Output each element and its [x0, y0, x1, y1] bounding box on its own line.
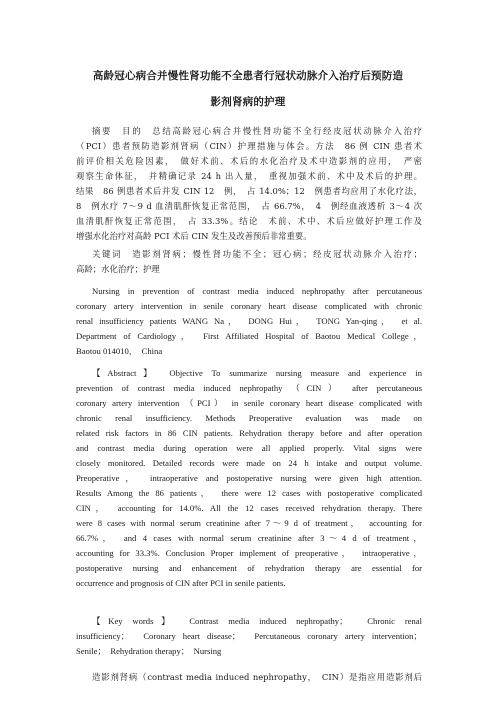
- abstract-cn-line: 观察生命体征， 并精确记录 24 h 出入量， 重视加强术前、术中及术后的护理。: [76, 171, 422, 181]
- english-title-line: renal insufficiency patients WANG Na， DONG Hui， TONG Yan-qing， et al.: [76, 316, 422, 326]
- keywords-cn-line: 高龄；水化治疗；护理: [76, 264, 160, 274]
- article-title-line-1: 高龄冠心病合并慢性肾功能不全患者行冠状动脉介入治疗后预防造: [92, 70, 404, 82]
- abstract-en-line: and contrast media during operation were all applied properly. Vital signs were: [76, 443, 422, 453]
- keywords-en-line: Senile； Rehydration therapy； Nursing: [76, 646, 222, 656]
- abstract-en-line: closely monitored. Detailed records were made on 24 h intake and output volume.: [76, 458, 422, 468]
- abstract-en-line: coronary artery intervention （PCI） in senile coronary heart disease complicated with: [76, 398, 422, 408]
- english-title-line: Baotou 014010， China: [76, 346, 163, 356]
- english-title-line: Nursing in prevention of contrast media induced nephropathy after percutaneous: [92, 286, 422, 296]
- abstract-english: [76, 366, 422, 591]
- abstract-cn-line: 摘要 目的 总结高龄冠心病合并慢性肾功能不全行经皮冠状动脉介入治疗: [92, 126, 422, 136]
- abstract-en-line: were 8 cases with normal serum creatinine after 7～9 d of treatment， accounting for: [76, 518, 422, 528]
- abstract-en-line: prevention of contrast media induced nephropathy （CIN） after percutaneous: [76, 383, 422, 393]
- keywords-en-line: 【Key words】 Contrast media induced nephropathy； Chronic renal: [92, 616, 422, 626]
- abstract-cn-line: 前评价相关危险因素， 做好术前、术后的水化治疗及术中造影剂的应用， 严密: [76, 156, 422, 166]
- abstract-cn-line: 增强水化治疗对高龄 PCI 术后 CIN 发生及改善预后非常重要。: [76, 231, 312, 241]
- abstract-chinese: [76, 124, 422, 244]
- abstract-cn-line: 血清肌酐恢复正常范围， 占 33.3%。结论 术前、术中、术后应做好护理工作及: [76, 216, 422, 226]
- body-line: 造影剂肾病（contrast media induced nephropathy， CIN）是指应用造影剂后: [92, 672, 422, 682]
- abstract-en-line: occurrence and prognosis of CIN after PCI in senile patients.: [76, 578, 286, 588]
- abstract-cn-line: 8 例水疗 7～9 d 血清肌酐恢复正常范围， 占 66.7%， 4 例经血液透析 3～4 次: [76, 201, 422, 211]
- abstract-en-line: chronic renal insufficiency. Methods Preoperative evaluation was made on: [76, 413, 422, 423]
- abstract-en-line: CIN， accounting for 14.0%. All the 12 cases received rehydration therapy. There: [76, 503, 422, 513]
- abstract-cn-line: 结果 86 例患者术后并发 CIN 12 例， 占 14.0%；12 例患者均应用了水化疗法，: [76, 186, 422, 196]
- abstract-en-line: Preoperative， intraoperative and postoperative nursing were given high attention.: [76, 473, 422, 483]
- abstract-cn-line: （PCI）患者预防造影剂肾病（CIN）护理措施与体会。方法 86 例 CIN 患者术: [76, 141, 422, 151]
- english-title-block: [76, 284, 422, 359]
- abstract-en-line: Results Among the 86 patients， there were 12 cases with postoperative complicated: [76, 488, 422, 498]
- abstract-en-line: related risk factors in 86 CIN patients. Rehydration therapy before and after operation: [76, 428, 422, 438]
- abstract-en-line: 【Abstract】 Objective To summarize nursing measure and experience in: [92, 368, 422, 378]
- english-title-line: Department of Cardiology， First Affiliated Hospital of Baotou Medical College，: [76, 331, 422, 341]
- english-title-line: coronary artery intervention in senile coronary heart disease complicated with chronic: [76, 301, 422, 311]
- article-title-line-2: 影剂肾病的护理: [210, 96, 286, 108]
- abstract-en-line: postoperative nursing and enhancement of rehydration therapy are essential for: [76, 563, 422, 573]
- keywords-chinese: [76, 247, 422, 277]
- keywords-cn-line: 关键词 造影剂肾病；慢性肾功能不全；冠心病；经皮冠状动脉介入治疗；: [92, 249, 422, 259]
- keywords-en-line: insufficiency； Coronary heart disease； Percutaneous coronary artery intervention；: [76, 631, 422, 641]
- body-paragraph: [76, 670, 422, 685]
- abstract-en-line: accounting for 33.3%. Conclusion Proper implement of preoperative， intraoperative，: [76, 548, 422, 558]
- keywords-english: [76, 614, 422, 659]
- abstract-en-line: 66.7%， and 4 cases with normal serum creatinine after 3～4 d of treatment，: [76, 533, 422, 543]
